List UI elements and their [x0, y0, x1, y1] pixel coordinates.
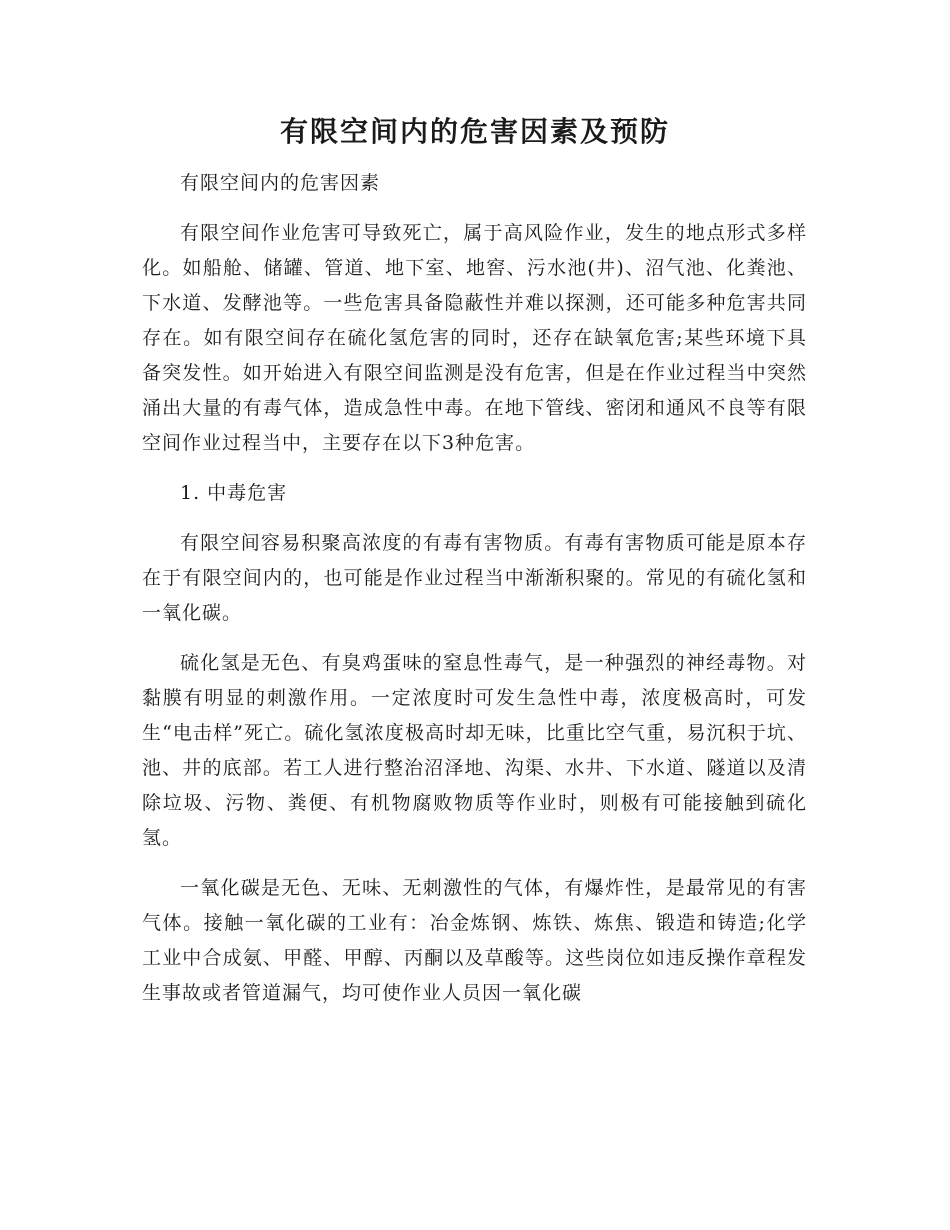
- document-title: 有限空间内的危害因素及预防: [279, 115, 670, 148]
- document-body: [142, 166, 807, 1011]
- subsection-heading-poisoning: 1. 中毒危害: [180, 482, 288, 504]
- paragraph-intro: 有限空间作业危害可导致死亡，属于高风险作业，发生的地点形式多样化。如船舱、储罐、管道、地下室、地窖、污水池(井)、沼气池、化粪池、下水道、发酵池等。一些危害具备隐蔽性并难以探测，还可能多种危害共同存在。如有限空间存在硫化氢危害的同时，还存在缺氧危害;某些环境下具备突发性。如开始进入有限空间监测是没有危害，但是在作业过程当中突然涌出大量的有毒气体，造成急性中毒。在地下管线、密闭和通风不良等有限空间作业过程当中，主要存在以下3种危害。: [142, 222, 807, 454]
- section-heading: 有限空间内的危害因素: [180, 172, 381, 194]
- paragraph-hydrogen-sulfide: 硫化氢是无色、有臭鸡蛋味的窒息性毒气，是一种强烈的神经毒物。对黏膜有明显的刺激作用。一定浓度时可发生急性中毒，浓度极高时，可发生“电击样”死亡。硫化氢浓度极高时却无味，比重比空气重，易沉积于坑、池、井的底部。若工人进行整治沼泽地、沟渠、水井、下水道、隧道以及清除垃圾、污物、粪便、有机物腐败物质等作业时，则极有可能接触到硫化氢。: [142, 652, 807, 849]
- paragraph-toxic-substances: 有限空间容易积聚高浓度的有毒有害物质。有毒有害物质可能是原本存在于有限空间内的，也可能是作业过程当中渐渐积聚的。常见的有硫化氢和一氧化碳。: [142, 532, 807, 624]
- paragraph-carbon-monoxide: 一氧化碳是无色、无味、无刺激性的气体，有爆炸性，是最常见的有害气体。接触一氧化碳的工业有：冶金炼钢、炼铁、炼焦、锻造和铸造;化学工业中合成氨、甲醛、甲醇、丙酮以及草酸等。这些岗位如违反操作章程发生事故或者管道漏气，均可使作业人员因一氧化碳: [142, 877, 807, 1004]
